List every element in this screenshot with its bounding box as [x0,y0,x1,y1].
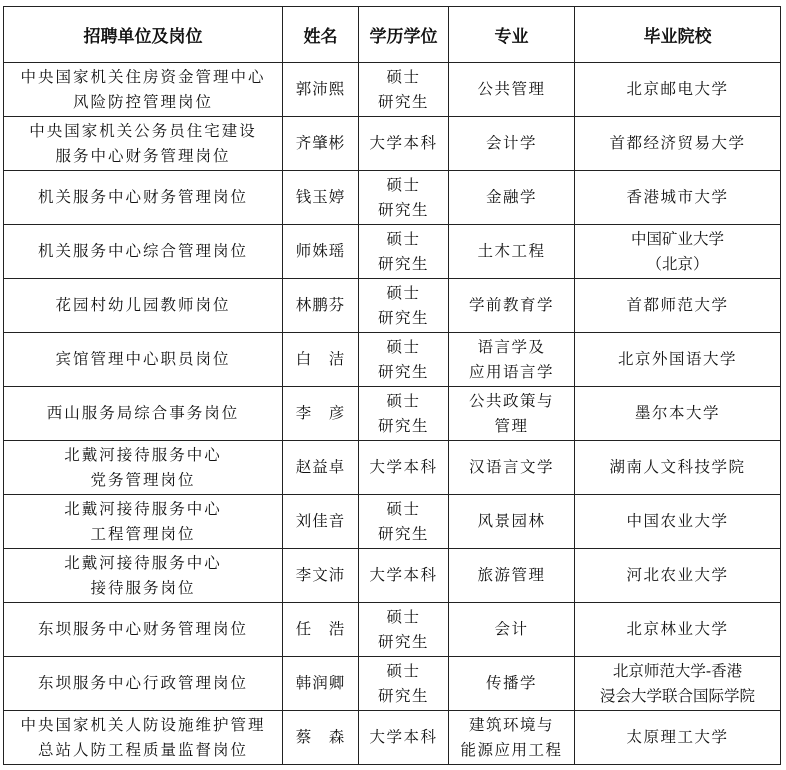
cell-unit-line: 北戴河接待服务中心 [64,553,222,572]
cell-degree-line: 大学本科 [369,728,438,746]
cell-degree [359,495,449,549]
cell-degree [359,603,449,657]
cell-degree-line: 硕士 [386,67,421,86]
recruitment-table [3,6,781,765]
cell-name: 刘佳音 [283,495,359,549]
header-school: 毕业院校 [575,7,781,63]
cell-name: 韩润卿 [283,657,359,711]
cell-unit-line: 机关服务中心综合管理岗位 [37,242,248,260]
cell-name: 李 彦 [283,387,359,441]
cell-unit-line: 风险防控管理岗位 [72,92,213,111]
cell-major-line: 土木工程 [477,242,546,260]
header-name: 姓名 [283,7,359,63]
table-row [4,63,781,117]
cell-unit-line: 党务管理岗位 [90,470,196,489]
cell-name: 师姝瑶 [283,225,359,279]
cell-major-line: 建筑环境与 [468,715,554,734]
cell-unit-line: 宾馆管理中心职员岗位 [55,350,231,368]
cell-unit [4,279,283,333]
cell-major-line: 汉语言文学 [468,458,554,476]
cell-degree-line: 硕士 [386,337,421,356]
cell-degree [359,333,449,387]
cell-major [449,711,575,765]
cell-major-line: 公共政策与 [468,391,554,410]
cell-school-line: 浸会大学联合国际学院 [599,686,755,705]
cell-degree-line: 研究生 [377,308,429,327]
cell-school-line: 墨尔本大学 [634,404,720,422]
cell-school-line: 首都师范大学 [626,296,729,314]
cell-major-line: 旅游管理 [477,566,546,584]
cell-degree-line: 大学本科 [369,458,438,476]
cell-major [449,441,575,495]
cell-unit-line: 北戴河接待服务中心 [64,499,222,518]
cell-unit [4,387,283,441]
cell-unit [4,171,283,225]
cell-name: 任 浩 [283,603,359,657]
cell-major [449,63,575,117]
cell-major [449,171,575,225]
table-row [4,387,781,441]
cell-school-line: 中国矿业大学 [630,229,724,248]
cell-major-line: 传播学 [485,674,537,692]
cell-degree-line: 大学本科 [369,566,438,584]
cell-school [575,657,781,711]
cell-major-line: 风景园林 [477,512,546,530]
cell-degree-line: 研究生 [377,632,429,651]
cell-degree-line: 研究生 [377,416,429,435]
cell-school [575,225,781,279]
table-row [4,225,781,279]
cell-unit [4,657,283,711]
cell-degree-line: 硕士 [386,175,421,194]
header-degree: 学历学位 [359,7,449,63]
cell-major-line: 会计 [494,620,529,638]
table-row [4,495,781,549]
cell-school-line: 香港城市大学 [626,188,729,206]
cell-name: 赵益卓 [283,441,359,495]
cell-unit-line: 中央国家机关公务员住宅建设 [29,121,257,140]
cell-unit-line: 接待服务岗位 [90,578,196,597]
cell-unit [4,441,283,495]
cell-major [449,333,575,387]
cell-school [575,279,781,333]
cell-school [575,333,781,387]
cell-degree [359,441,449,495]
cell-major [449,495,575,549]
cell-unit [4,333,283,387]
cell-name: 蔡 森 [283,711,359,765]
header-major: 专业 [449,7,575,63]
cell-school-line: 北京邮电大学 [626,80,729,98]
cell-name: 林鹏芬 [283,279,359,333]
cell-degree-line: 研究生 [377,200,429,219]
cell-major [449,279,575,333]
cell-major-line: 管理 [494,416,529,435]
cell-degree [359,63,449,117]
cell-degree-line: 硕士 [386,499,421,518]
table-row [4,657,781,711]
cell-degree [359,279,449,333]
cell-school [575,549,781,603]
cell-school-line: 湖南人文科技学院 [609,458,746,476]
cell-degree-line: 硕士 [386,607,421,626]
table-row [4,117,781,171]
cell-school [575,171,781,225]
cell-unit-line: 工程管理岗位 [90,524,196,543]
cell-major-line: 语言学及 [477,337,546,356]
cell-degree-line: 硕士 [386,229,421,248]
cell-school-line: 北京林业大学 [626,620,729,638]
cell-unit-line: 服务中心财务管理岗位 [55,146,231,165]
cell-degree [359,225,449,279]
cell-degree [359,657,449,711]
cell-school [575,63,781,117]
cell-unit-line: 机关服务中心财务管理岗位 [37,188,248,206]
table-row [4,441,781,495]
cell-school [575,387,781,441]
cell-degree-line: 硕士 [386,661,421,680]
cell-school-line: 北京外国语大学 [617,350,737,368]
cell-major [449,657,575,711]
cell-unit-line: 西山服务局综合事务岗位 [46,404,240,422]
cell-school-line: 河北农业大学 [626,566,729,584]
cell-degree [359,117,449,171]
cell-school [575,441,781,495]
cell-major-line: 能源应用工程 [460,740,563,759]
header-unit: 招聘单位及岗位 [4,7,283,63]
cell-degree [359,711,449,765]
cell-major [449,117,575,171]
cell-school [575,603,781,657]
cell-degree-line: 研究生 [377,524,429,543]
table-header-row [4,7,781,63]
cell-unit [4,225,283,279]
table-row [4,279,781,333]
cell-degree [359,387,449,441]
cell-school-line: 首都经济贸易大学 [609,134,746,152]
cell-unit [4,117,283,171]
cell-unit-line: 东坝服务中心行政管理岗位 [37,674,248,692]
cell-school-line: （北京） [646,254,709,273]
cell-school-line: 太原理工大学 [626,728,729,746]
cell-name: 郭沛熙 [283,63,359,117]
cell-unit [4,495,283,549]
cell-name: 钱玉婷 [283,171,359,225]
cell-school [575,117,781,171]
cell-unit [4,603,283,657]
cell-name: 齐肇彬 [283,117,359,171]
cell-major-line: 公共管理 [477,80,546,98]
cell-unit-line: 总站人防工程质量监督岗位 [37,740,248,759]
cell-school-line: 北京师范大学-香港 [612,661,743,680]
cell-degree-line: 硕士 [386,391,421,410]
table-row [4,171,781,225]
cell-degree-line: 硕士 [386,283,421,302]
cell-unit-line: 花园村幼儿园教师岗位 [55,296,231,314]
table-body [4,63,781,765]
cell-major [449,603,575,657]
cell-major-line: 金融学 [485,188,537,206]
cell-degree-line: 研究生 [377,686,429,705]
table-row [4,711,781,765]
cell-school [575,495,781,549]
cell-unit [4,549,283,603]
cell-unit-line: 中央国家机关人防设施维护管理 [20,715,266,734]
cell-degree-line: 大学本科 [369,134,438,152]
cell-unit-line: 北戴河接待服务中心 [64,445,222,464]
table-row [4,549,781,603]
cell-unit-line: 东坝服务中心财务管理岗位 [37,620,248,638]
cell-name: 李文沛 [283,549,359,603]
cell-degree [359,171,449,225]
cell-major-line: 会计学 [485,134,537,152]
cell-major [449,549,575,603]
table-row [4,333,781,387]
cell-school [575,711,781,765]
cell-major [449,387,575,441]
cell-degree-line: 研究生 [377,254,429,273]
cell-unit [4,711,283,765]
cell-major-line: 学前教育学 [468,296,554,314]
cell-unit [4,63,283,117]
cell-school-line: 中国农业大学 [626,512,729,530]
cell-degree-line: 研究生 [377,92,429,111]
cell-degree-line: 研究生 [377,362,429,381]
cell-name: 白 洁 [283,333,359,387]
cell-major [449,225,575,279]
table-row [4,603,781,657]
cell-major-line: 应用语言学 [468,362,554,381]
cell-unit-line: 中央国家机关住房资金管理中心 [20,67,266,86]
cell-degree [359,549,449,603]
